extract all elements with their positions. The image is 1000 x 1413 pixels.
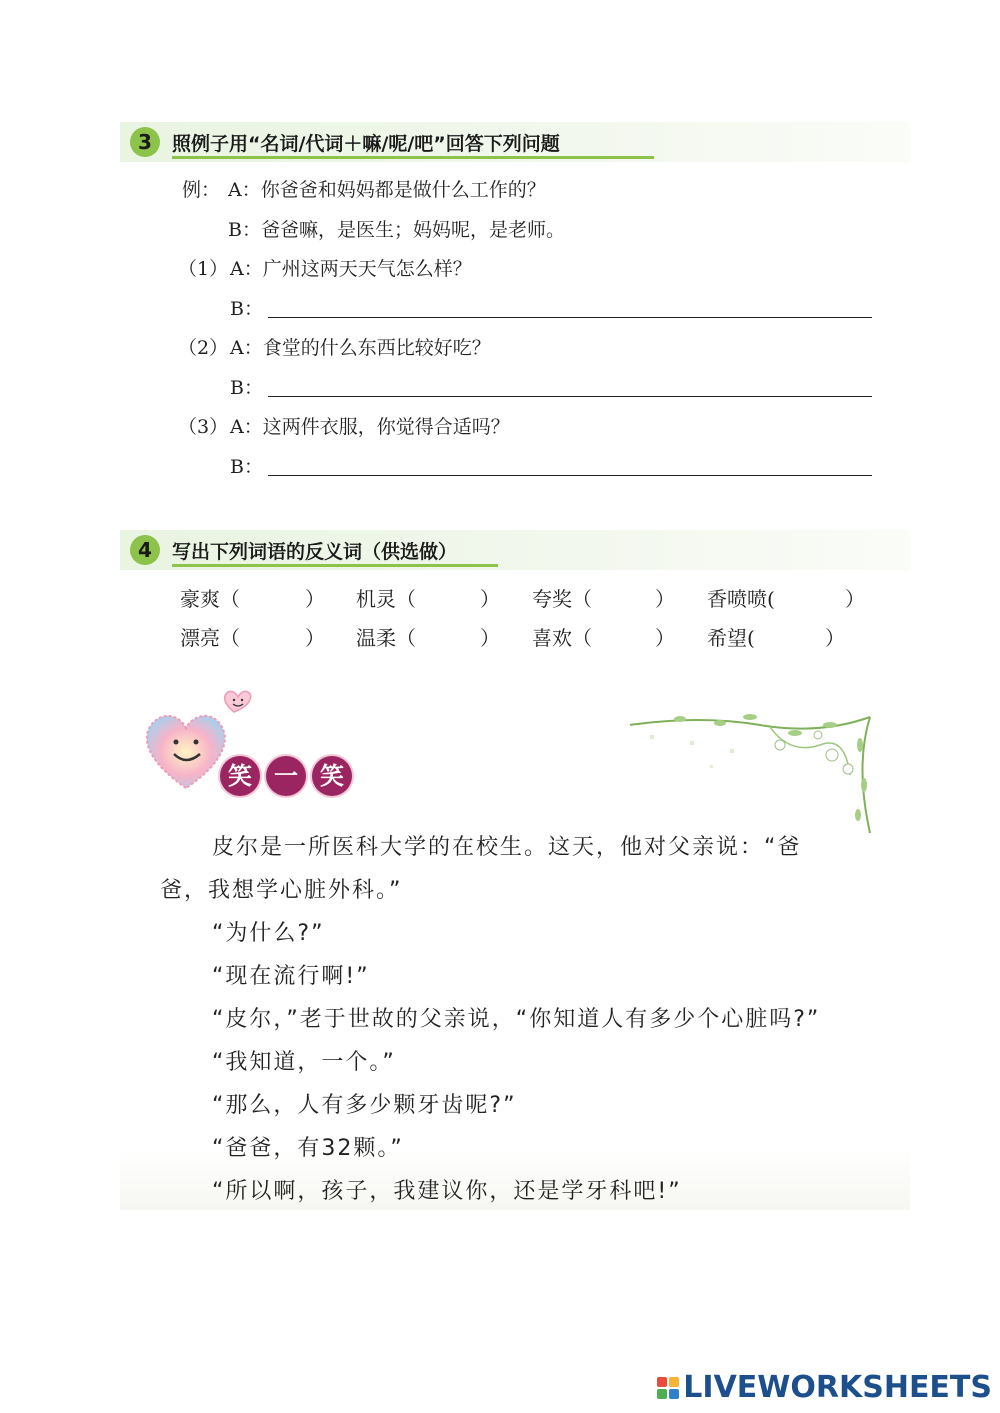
section-4-title: 写出下列词语的反义词（供选做）: [172, 541, 458, 563]
antonym-word: 喜欢（: [532, 626, 592, 650]
section-4-title-underline: [172, 564, 498, 567]
antonym-close-paren: ）: [305, 626, 325, 650]
joke-title-char: 笑: [220, 756, 260, 796]
antonym-close-paren: ）: [305, 587, 325, 611]
joke-line: “为什么?”: [212, 921, 325, 946]
section-4-number: 4: [130, 535, 160, 565]
joke-line: 皮尔是一所医科大学的在校生。这天，他对父亲说：“爸: [212, 835, 802, 860]
logo-tile-l: [657, 1377, 667, 1387]
antonym-word: 希望(: [707, 626, 755, 650]
item-3-number: （3）: [178, 416, 229, 438]
example-answer: B：爸爸嘛，是医生；妈妈呢，是老师。: [228, 219, 565, 241]
joke-line: “现在流行啊!”: [212, 964, 370, 989]
section-3-title: 照例子用“名词/代词＋嘛/呢/吧”回答下列问题: [172, 133, 560, 155]
item-3-answer-line[interactable]: [268, 475, 872, 476]
item-3-question: A：这两件衣服，你觉得合适吗？: [230, 416, 510, 438]
item-1-number: （1）: [178, 258, 229, 280]
logo-text: LIVEWORKSHEETS: [683, 1370, 992, 1405]
antonym-close-paren: ）: [480, 626, 500, 650]
antonym-word: 香喷喷(: [707, 587, 775, 611]
antonym-close-paren: ）: [655, 626, 675, 650]
joke-line: 爸，我想学心脏外科。”: [160, 878, 403, 903]
antonym-close-paren: ）: [480, 587, 500, 611]
floral-vine-decoration: [620, 705, 875, 835]
item-1-answer-label: B：: [230, 298, 263, 320]
antonym-word: 豪爽（: [180, 587, 240, 611]
antonym-close-paren: ）: [825, 626, 845, 650]
joke-line: “爸爸，有32颗。”: [212, 1136, 404, 1161]
item-2-question: A：食堂的什么东西比较好吃？: [230, 337, 491, 359]
example-question: A：你爸爸和妈妈都是做什么工作的？: [228, 179, 546, 201]
antonym-close-paren: ）: [845, 587, 865, 611]
antonym-word: 温柔（: [356, 626, 416, 650]
section-3-title-underline: [172, 156, 654, 159]
example-prefix: 例：: [182, 179, 221, 201]
item-2-answer-line[interactable]: [268, 396, 872, 397]
logo-mark-icon: [657, 1377, 679, 1399]
item-1-answer-line[interactable]: [268, 317, 872, 318]
logo-tile-e: [669, 1389, 679, 1399]
antonym-word: 漂亮（: [180, 626, 240, 650]
joke-title-char: 一: [266, 756, 306, 796]
joke-title: [220, 756, 352, 796]
item-3-answer-label: B：: [230, 456, 263, 478]
logo-tile-v: [657, 1389, 667, 1399]
section-3-number: 3: [130, 127, 160, 157]
item-1-question: A：广州这两天天气怎么样？: [230, 258, 472, 280]
item-2-number: （2）: [178, 337, 229, 359]
joke-line: “那么，人有多少颗牙齿呢?”: [212, 1093, 517, 1118]
joke-line: “皮尔，”老于世故的父亲说，“你知道人有多少个心脏吗?”: [212, 1007, 821, 1032]
item-2-answer-label: B：: [230, 377, 263, 399]
joke-title-char: 笑: [312, 756, 352, 796]
antonym-word: 机灵（: [356, 587, 416, 611]
antonym-close-paren: ）: [655, 587, 675, 611]
joke-line: “所以啊，孩子，我建议你，还是学牙科吧!”: [212, 1179, 682, 1204]
antonym-word: 夸奖（: [532, 587, 592, 611]
liveworksheets-logo[interactable]: [657, 1370, 992, 1405]
logo-tile-i: [669, 1377, 679, 1387]
joke-line: “我知道，一个。”: [212, 1050, 396, 1075]
